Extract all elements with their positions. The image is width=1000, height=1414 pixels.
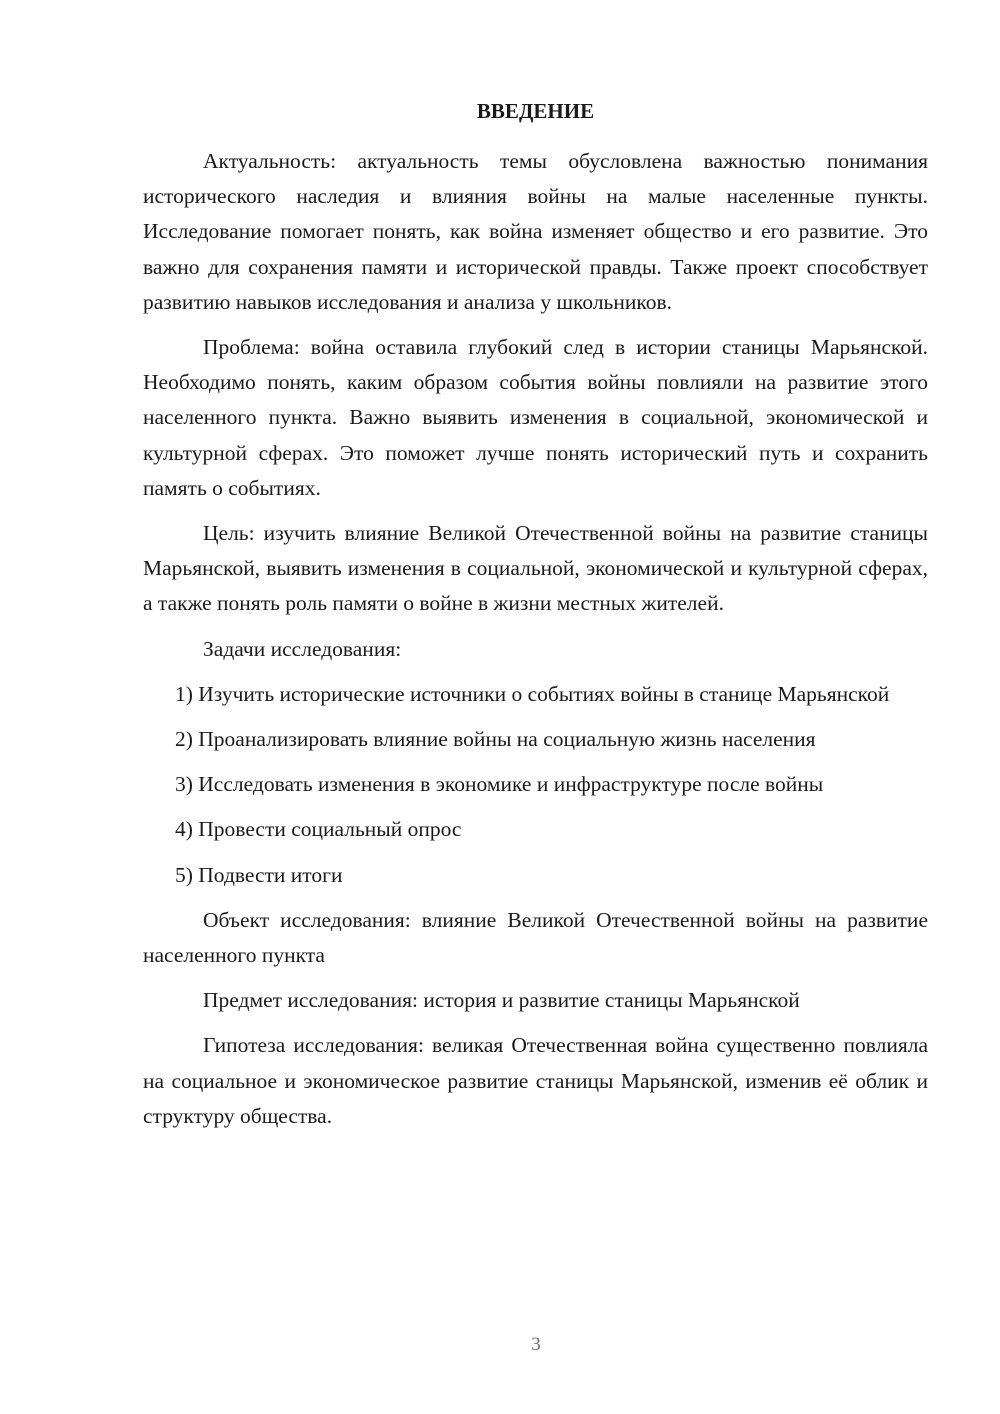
tasks-heading: Задачи исследования: xyxy=(203,636,402,661)
page-title: ВВЕДЕНИЕ xyxy=(476,99,595,123)
task-item-4: 4) Провести социальный опрос xyxy=(175,817,462,842)
paragraph-problem: Проблема: война оставила глубокий след в истории станицы Марьянской. Необходимо понять, каким образом события войны повлияли на развитие этого населенного пункта. Важно выявить изменения в социальной, экономической и культурной сферах. Это поможет лучше понять исторический путь и сохранить память о событиях. xyxy=(143,335,928,500)
task-item-3: 3) Исследовать изменения в экономике и инфраструктуре после войны xyxy=(175,772,824,797)
paragraph-hypothesis: Гипотеза исследования: великая Отечественная война существенно повлияла на социальное и экономическое развитие станицы Марьянской, изменив её облик и структуру общества. xyxy=(143,1033,928,1128)
task-item-1: 1) Изучить исторические источники о событиях войны в станице Марьянской xyxy=(175,681,890,706)
paragraph-relevance: Актуальность: актуальность темы обусловлена важностью понимания исторического наследия и влияния войны на малые населенные пункты. Исследование помогает понять, как война изменяет общество и его развитие. Это важно для сохранения памяти и исторической правды. Также проект способствует развитию навыков исследования и анализа у школьников. xyxy=(143,149,928,314)
paragraph-object: Объект исследования: влияние Великой Отечественной войны на развитие населенного пункта xyxy=(143,907,928,968)
paragraph-subject: Предмет исследования: история и развитие станицы Марьянской xyxy=(203,988,800,1013)
page-number: 3 xyxy=(531,1334,541,1355)
task-item-5: 5) Подвести итоги xyxy=(175,862,343,887)
paragraph-goal: Цель: изучить влияние Великой Отечественной войны на развитие станицы Марьянской, выявить изменения в социальной, экономической и культурной сферах, а также понять роль памяти о войне в жизни местных жителей. xyxy=(143,521,928,616)
task-item-2: 2) Проанализировать влияние войны на социальную жизнь населения xyxy=(175,727,816,752)
document-page xyxy=(143,95,928,1144)
